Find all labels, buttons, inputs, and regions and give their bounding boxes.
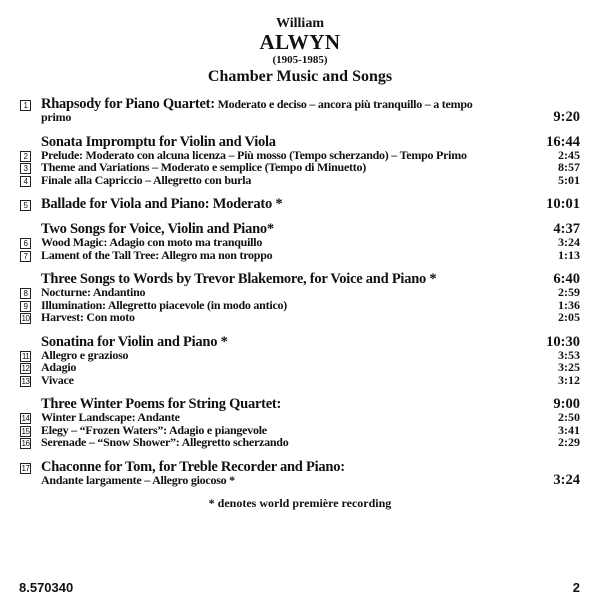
track-row xyxy=(0,471,600,488)
work-group xyxy=(0,460,600,487)
composer-last-name: ALWYN xyxy=(259,30,341,54)
track-number-box: 11 xyxy=(21,351,30,361)
composer-dates: (1905-1985) xyxy=(272,54,328,66)
track-number-box: 14 xyxy=(21,414,30,423)
track-title xyxy=(41,249,540,262)
track-title xyxy=(41,174,540,187)
duration: 6:40 xyxy=(553,271,580,287)
track-title xyxy=(41,272,540,286)
duration: 3:53 xyxy=(558,347,580,362)
title-text: Ballade for Viola and Piano: Moderato * xyxy=(41,196,283,212)
work-group xyxy=(0,272,600,324)
title-text: Allegro e grazioso xyxy=(41,347,129,362)
title-text: Sonatina for Violin and Piano * xyxy=(41,333,228,350)
track-list xyxy=(0,97,600,497)
work-group xyxy=(0,97,600,124)
title-text: Wood Magic: Adagio con moto ma tranquillo xyxy=(41,235,263,249)
title-text: Serenade – “Snow Shower”: Allegretto scherzando xyxy=(41,435,289,449)
track-row xyxy=(0,374,600,387)
album-title: Chamber Music and Songs xyxy=(207,68,393,85)
track-number-box: 2 xyxy=(20,151,31,162)
work-heading xyxy=(0,335,600,349)
title-text: Elegy – “Frozen Waters”: Adagio e piangevole xyxy=(41,422,267,437)
title-text: Nocturne: Andantino xyxy=(41,285,146,299)
work-heading xyxy=(0,222,600,236)
track-title xyxy=(41,436,540,449)
track-title xyxy=(41,349,540,362)
duration: 10:01 xyxy=(546,196,580,212)
track-row xyxy=(0,311,600,324)
duration: 3:41 xyxy=(558,422,580,437)
track-number-box: 8 xyxy=(20,288,31,299)
track-title xyxy=(41,397,540,411)
title-text: Illumination: Allegretto piacevole (in modo antico) xyxy=(41,297,288,312)
work-heading xyxy=(0,97,600,111)
work-heading xyxy=(0,272,600,286)
track-title xyxy=(41,197,540,211)
track-number-box: 9 xyxy=(20,301,31,312)
page-number: 2 xyxy=(572,580,580,595)
track-row xyxy=(0,174,600,187)
duration: 16:44 xyxy=(546,133,580,150)
work-heading xyxy=(0,197,600,211)
track-number-box: 4 xyxy=(20,176,31,187)
duration: 9:20 xyxy=(553,109,580,125)
duration: 8:57 xyxy=(558,160,580,174)
title-text: Three Winter Poems for String Quartet: xyxy=(41,396,282,412)
track-title xyxy=(41,135,540,149)
title-text: Adagio xyxy=(41,360,77,374)
track-title xyxy=(41,335,540,349)
title-text: Sonata Impromptu for Violin and Viola xyxy=(41,133,276,150)
track-number-box: 17 xyxy=(21,463,30,473)
work-group xyxy=(0,135,600,187)
track-title xyxy=(41,111,540,124)
work-heading xyxy=(0,460,600,474)
duration: 2:59 xyxy=(558,285,580,299)
work-heading xyxy=(0,397,600,411)
track-number-box: 13 xyxy=(21,376,30,386)
duration: 2:05 xyxy=(558,310,580,324)
track-number-box: 1 xyxy=(20,100,31,111)
track-title xyxy=(41,460,540,474)
track-title xyxy=(41,474,540,487)
duration: 2:29 xyxy=(558,435,580,449)
track-row xyxy=(0,361,600,374)
duration: 5:01 xyxy=(558,172,580,187)
track-row xyxy=(0,249,600,262)
title-text: Winter Landscape: Andante xyxy=(41,410,180,424)
work-group xyxy=(0,335,600,387)
duration: 1:36 xyxy=(558,297,580,312)
work-group xyxy=(0,222,600,261)
track-number-box: 7 xyxy=(20,251,31,262)
work-heading xyxy=(0,135,600,149)
track-title xyxy=(41,97,540,111)
track-row xyxy=(0,349,600,362)
track-number-box: 10 xyxy=(21,314,30,323)
title-text: Three Songs to Words by Trevor Blakemore, for Voice and Piano * xyxy=(41,271,437,287)
track-row xyxy=(0,436,600,449)
title-text: Vivace xyxy=(41,372,74,387)
track-number-box: 16 xyxy=(21,439,30,448)
work-group xyxy=(0,397,600,449)
track-number-box: 6 xyxy=(20,238,31,249)
track-title xyxy=(41,374,540,387)
title-text: Chaconne for Tom, for Treble Recorder and Piano: xyxy=(41,458,345,475)
track-title xyxy=(41,311,540,324)
track-row xyxy=(0,111,600,124)
track-number-box: 15 xyxy=(21,426,30,436)
catalogue-number: 8.570340 xyxy=(19,580,74,595)
track-number-box: 5 xyxy=(20,200,31,211)
tempo-marking: Moderato e deciso – ancora più tranquillo – a tempo xyxy=(214,97,473,111)
duration: 10:30 xyxy=(546,333,580,350)
title-text: Theme and Variations – Moderato e semplice (Tempo di Minuetto) xyxy=(41,160,367,174)
title-text: Rhapsody for Piano Quartet: xyxy=(41,96,215,112)
duration: 1:13 xyxy=(558,247,580,262)
duration: 3:24 xyxy=(558,235,580,249)
title-text: Harvest: Con moto xyxy=(41,310,135,324)
duration: 2:50 xyxy=(558,410,580,424)
duration: 9:00 xyxy=(553,396,580,412)
title-text: Andante largamente – Allegro giocoso * xyxy=(41,472,235,487)
title-text: Lament of the Tall Tree: Allegro ma non troppo xyxy=(41,247,273,262)
duration: 3:25 xyxy=(558,360,580,374)
duration: 3:12 xyxy=(558,372,580,387)
track-number-box: 3 xyxy=(20,163,31,174)
title-text: Prelude: Moderato con alcuna licenza – Più mosso (Tempo scherzando) – Tempo Primo xyxy=(41,147,467,162)
duration: 3:24 xyxy=(553,471,580,488)
track-title xyxy=(41,361,540,374)
duration: 4:37 xyxy=(553,221,580,237)
work-group xyxy=(0,197,600,211)
title-text: Two Songs for Voice, Violin and Piano* xyxy=(41,221,274,237)
title-text: Finale alla Capriccio – Allegretto con burla xyxy=(41,172,252,187)
footnote: * denotes world première recording xyxy=(208,496,392,510)
track-number-box: 12 xyxy=(21,364,30,373)
track-title xyxy=(41,222,540,236)
duration: 2:45 xyxy=(558,147,580,162)
composer-first-name: William xyxy=(276,16,324,31)
title-text: primo xyxy=(41,110,72,124)
